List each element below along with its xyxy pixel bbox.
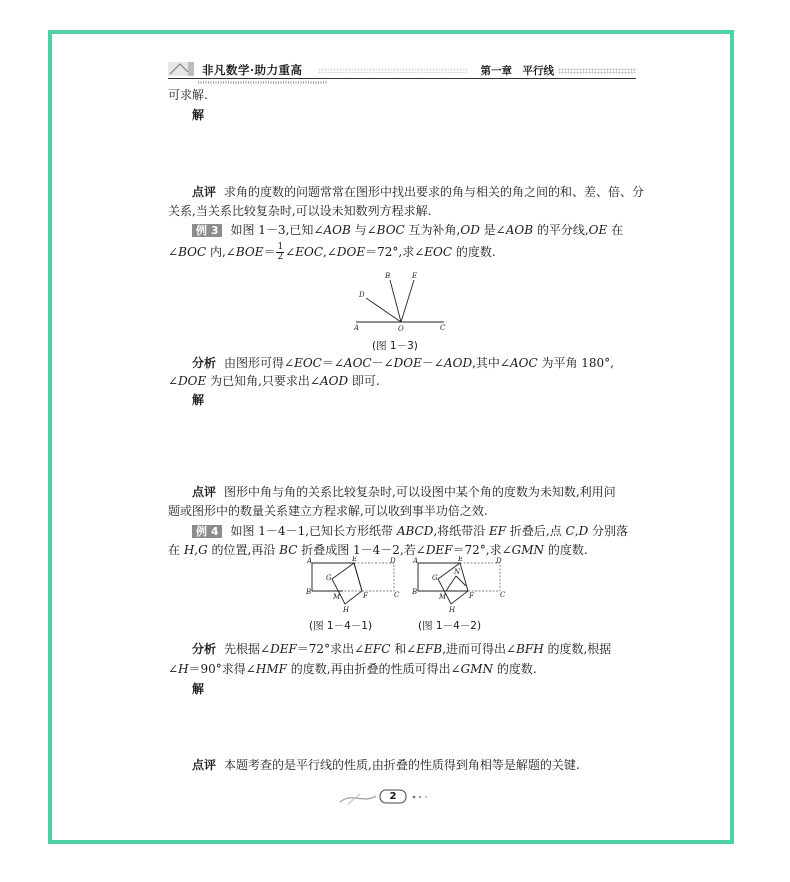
text: 的度数,再由折叠的性质可得出∠ [286,662,461,676]
figure-1-3 [354,272,448,336]
example-4-line1 [192,522,628,540]
review-text-line2: 题或图形中的数量关系建立方程求解,可以收到事半功倍之效. [168,504,488,518]
review-paragraph-line [192,483,616,501]
text: 的度数,根据 [543,642,612,656]
text: －∠ [421,356,444,370]
text: ,将纸带沿 [433,524,489,538]
text: ＝72°,求∠ [452,543,512,557]
text: ＝72°求出∠ [296,642,365,656]
example-3-line1 [192,221,623,239]
text: ＝90°求得∠ [188,662,256,676]
review-label: 点评 [192,758,217,772]
example-3-line2 [168,243,496,262]
text: 的位置,再沿 [207,543,280,557]
header-dots-decoration-right [558,68,636,74]
point-label-b: B [412,588,418,596]
text: 为已知角,只要求出∠ [206,374,320,388]
review-label: 点评 [192,485,217,499]
text: 在 [168,543,184,557]
math: DEF [425,543,453,557]
math: DOE [336,245,366,259]
header-ornament-icon [168,62,194,76]
point-label-a: A [413,557,419,565]
text: －∠ [371,356,394,370]
example-tag: 例 3 [192,224,222,237]
point-label-g: G [432,574,438,582]
review-text-line2: 关系,当关系比较复杂时,可以设未知数列方程求解. [168,204,432,218]
page-number-area [338,788,468,806]
math: BFH [516,642,544,656]
solution-label: 解 [192,682,205,696]
math: BOC [376,223,405,237]
second-fold [446,576,466,591]
point-label-c: C [500,591,506,599]
text: 先根据∠ [224,642,271,656]
text: 与∠ [350,223,377,237]
point-label-d: D [390,557,396,565]
text: 互为补角, [404,223,461,237]
text: ∠ [168,374,179,388]
text: 分别落 [588,524,629,538]
text: 是∠ [479,223,506,237]
math: OE [588,223,608,237]
text: 即可. [348,374,380,388]
chapter-title: 第一章 平行线 [480,65,554,77]
math: DOE [393,356,422,370]
document-page [168,58,645,818]
point-label-m: M [333,593,341,601]
text: 内,∠ [206,245,236,259]
page-number: 2 [389,791,397,802]
original-strip-outline [312,563,394,591]
math: AOC [343,356,372,370]
running-header [168,58,636,86]
review-paragraph-line [192,183,644,201]
point-label-d: D [496,557,502,565]
point-label-h: H [449,606,456,614]
math: AOD [443,356,473,370]
ray-oe [401,280,414,322]
text: ＝72°,求∠ [365,245,425,259]
point-label-e: E [352,556,358,563]
text: ,其中∠ [472,356,510,370]
point-label-n: N [454,568,461,576]
review-text: 求角的度数的问题常常在图形中找出要求的角与相关的角之间的和、差、倍、分 [224,185,645,199]
math: EF [489,524,507,538]
point-label-b: B [306,588,312,596]
point-label-e: E [412,272,418,280]
point-label-a: A [354,324,360,332]
math: BOE [235,245,264,259]
point-label-f: F [469,592,474,600]
text: 的度数. [544,543,588,557]
analysis-label: 分析 [192,642,217,656]
solution-label: 解 [192,393,205,407]
math: BC [279,543,298,557]
math: H [183,543,195,557]
text: 和∠ [390,642,417,656]
text: ∠ [168,662,179,676]
math: BOC [178,245,207,259]
text: 折叠成图 1－4－2,若∠ [297,543,426,557]
text: 的平分线, [533,223,589,237]
math: DOE [178,374,207,388]
fold-line-ef [354,563,362,591]
point-label-b: B [385,272,391,280]
text: ,∠ [323,245,337,259]
figure-1-4-2 [410,556,506,616]
math: GMN [511,543,545,557]
point-label-f: F [363,592,368,600]
text: 在 [607,223,624,237]
math: HMF [255,662,287,676]
text: 的度数. [493,662,537,676]
header-rule [168,78,636,79]
text: ,进而可得出∠ [442,642,517,656]
math: G [198,543,208,557]
point-label-o: O [398,325,404,333]
point-label-c: C [440,324,446,332]
math: ABCD [396,524,434,538]
text: , [194,543,199,557]
point-label-e: E [458,556,464,563]
text: 为平角 180°, [537,356,614,370]
example-tag: 例 4 [192,525,222,538]
math: D [578,524,589,538]
text: 的度数. [452,245,496,259]
analysis-3-line2 [168,372,380,390]
math: EFB [416,642,443,656]
analysis-4-line2 [168,660,537,678]
fraction [276,243,284,262]
text: ∠ [285,245,296,259]
book-title: 非凡数学·助力重高 [202,63,303,77]
math: GMN [460,662,493,676]
analysis-4-line1 [192,640,611,658]
text: 折叠后,点 [506,524,566,538]
strip-left-part [418,563,468,591]
point-label-c: C [394,591,400,599]
text: ∠ [168,245,179,259]
math: AOC [509,356,538,370]
text: , [574,524,579,538]
figure-caption: (图 1－4－2) [418,620,482,632]
math: AOB [323,223,351,237]
figure-1-4-1 [304,556,400,616]
continued-line: 可求解. [168,88,208,102]
math: C [565,524,575,538]
point-label-a: A [307,557,313,565]
math: DEF [270,642,297,656]
analysis-3-line1 [192,354,614,372]
solution-label: 解 [192,108,205,122]
review-paragraph-line [192,756,580,774]
fraction-denominator: 2 [277,252,284,262]
review-text: 图形中角与角的关系比较复杂时,可以设图中某个角的度数为未知数,利用问 [224,485,616,499]
math: EOC [295,245,324,259]
math: EOC [294,356,322,370]
math: AOB [505,223,534,237]
point-label-g: G [326,574,332,582]
figure-caption: (图 1－4－1) [309,620,373,632]
text: 由图形可得∠ [224,356,295,370]
fraction-numerator: 1 [277,242,284,252]
text: 如图 1－3,已知∠ [230,223,324,237]
text: 如图 1－4－1,已知长方形纸带 [230,524,397,538]
point-label-m: M [439,593,447,601]
math: AOD [319,374,349,388]
text: ＝ [263,245,276,259]
math: OD [460,223,480,237]
analysis-label: 分析 [192,356,217,370]
point-label-d: D [359,291,365,299]
review-text: 本题考查的是平行线的性质,由折叠的性质得到角相等是解题的关键. [224,758,580,772]
header-sub-rule [198,81,328,84]
review-label: 点评 [192,185,217,199]
point-label-h: H [343,606,350,614]
math: EFC [364,642,391,656]
math: EOC [424,245,453,259]
header-dots-decoration [318,68,468,73]
figure-caption: (图 1－3) [372,340,418,352]
text: ＝∠ [321,356,344,370]
math: H [178,662,189,676]
